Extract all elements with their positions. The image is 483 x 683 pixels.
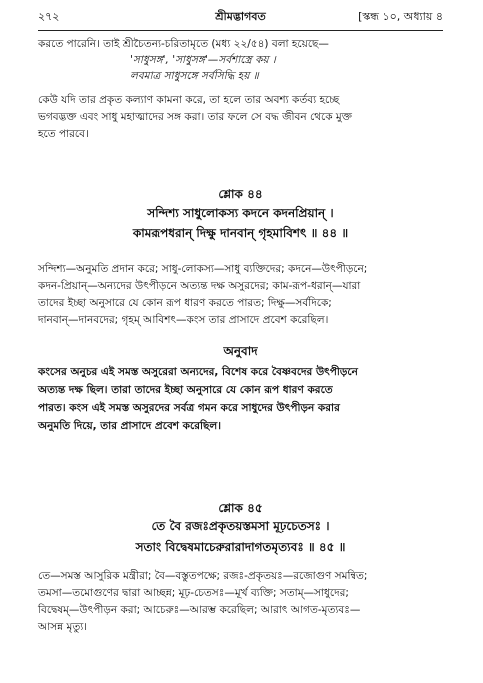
translation-line: কংসের অনুচর এই সমস্ত অসুরেরা অন্যদের, বিশেষ করে বৈষ্ণবদের উৎপীড়নে <box>38 366 358 378</box>
purport-line: কেউ যদি তার প্রকৃত কল্যাণ কামনা করে, তা হলে তার অবশ্য কর্তব্য হচ্ছে <box>38 94 340 106</box>
quote-line-1: 'সাধুসঙ্গ', 'সাধুসঙ্গ'—সর্বশাস্ত্রে কয় । <box>130 54 276 66</box>
translation-line: অনুমতি দিয়ে, তার প্রাসাদে প্রবেশ করেছিল। <box>38 420 221 432</box>
gloss-line: বিদ্বেষম্—উৎপীড়ন করা; আচেরুঃ—আরম্ভ করেছিল; আরাৎ আগত-মৃত্যবঃ— <box>38 604 361 616</box>
page-number: ২৭২ <box>38 10 60 23</box>
gloss-line: কদন-প্রিয়ান্—অন্যদের উৎপীড়নে অত্যন্ত দক্ষ অসুরদের; কাম-রূপ-ধরান্—যারা <box>38 280 361 292</box>
gloss-line: তমসা—তমোগুণের দ্বারা আচ্ছন্ন; মূঢ়-চেতসঃ—মূর্খ ব্যক্তি; সতাম্—সাধুদের; <box>38 587 349 599</box>
translation-line: পারত। কংস এই সমস্ত অসুরদের সর্বত্র গমন করে সাধুদের উৎপীড়ন করার <box>38 402 340 414</box>
translation-line: অত্যন্ত দক্ষ ছিল। তারা তাদের ইচ্ছা অনুসারে যে কোন রূপ ধারণ করতে <box>38 384 333 396</box>
sloka-45-heading: শ্লোক ৪৫ <box>218 501 263 515</box>
sloka-44-word-meanings <box>38 261 443 329</box>
page-header <box>38 8 443 26</box>
sloka-45-verse-line-2: সতাং বিদ্বেষমাচেরুরারাদাগতমৃত্যবঃ ॥ ৪৫ ॥ <box>135 540 346 554</box>
header-rule <box>38 30 443 31</box>
gloss-line: আসন্ন মৃত্যু। <box>38 621 88 633</box>
translation-44 <box>38 363 443 435</box>
gloss-line: তাদের ইচ্ছা অনুসারে যে কোন রূপ ধারণ করতে পারত; দিক্ষু—সর্বদিকে; <box>38 297 332 309</box>
quote-line-2: লবমাত্র সাধুসঙ্গে সর্বসিদ্ধি হয় ॥ <box>130 70 259 82</box>
sloka-44-heading: শ্লোক ৪৪ <box>218 187 263 201</box>
sloka-44-verse-line-2: কামরূপধরান্ দিক্ষু দানবান্ গৃহমাবিশৎ ॥ ৪৪ ॥ <box>132 226 349 240</box>
intro-line: করতে পারেনি। তাই শ্রীচৈতন্য-চরিতামৃতে (মধ্য ২২/৫৪) বলা হয়েছে— <box>38 38 329 50</box>
sloka-45-word-meanings <box>38 568 443 636</box>
sloka-45-verse-line-1: তে বৈ রজঃপ্রকৃতয়স্তমসা মূঢ়চেতসঃ । <box>151 519 330 533</box>
gloss-line: সন্দিশ্য—অনুমতি প্রদান করে; সাধু-লোকস্য—সাধু ব্যক্তিদের; কদনে—উৎপীড়নে; <box>38 263 368 275</box>
gloss-line: তে—সমস্ত আসুরিক মন্ত্রীরা; বৈ—বস্তুতপক্ষে; রজঃ-প্রকৃতয়ঃ—রজোগুণ সমন্বিত; <box>38 570 368 582</box>
purport-line: ভগবদ্ভক্ত এবং সাধু মহাত্মাদের সঙ্গ করা। তার ফলে সে বদ্ধ জীবন থেকে মুক্ত <box>38 111 352 123</box>
gloss-line: দানবান্—দানবদের; গৃহম্ আবিশৎ—কংস তার প্রাসাদে প্রবেশ করেছিল। <box>38 314 329 326</box>
purport-paragraph <box>38 92 443 143</box>
sloka-44-verse-line-1: সন্দিশ্য সাধুলোকস্য কদনে কদনপ্রিয়ান্ । <box>147 206 334 220</box>
translation-heading: অনুবাদ <box>223 344 258 358</box>
purport-line: হতে পারবে। <box>38 128 89 140</box>
book-title: শ্রীমদ্ভাগবত <box>215 10 266 23</box>
chapter-location: [স্কন্ধ ১০, অধ্যায় ৪ <box>358 10 443 23</box>
